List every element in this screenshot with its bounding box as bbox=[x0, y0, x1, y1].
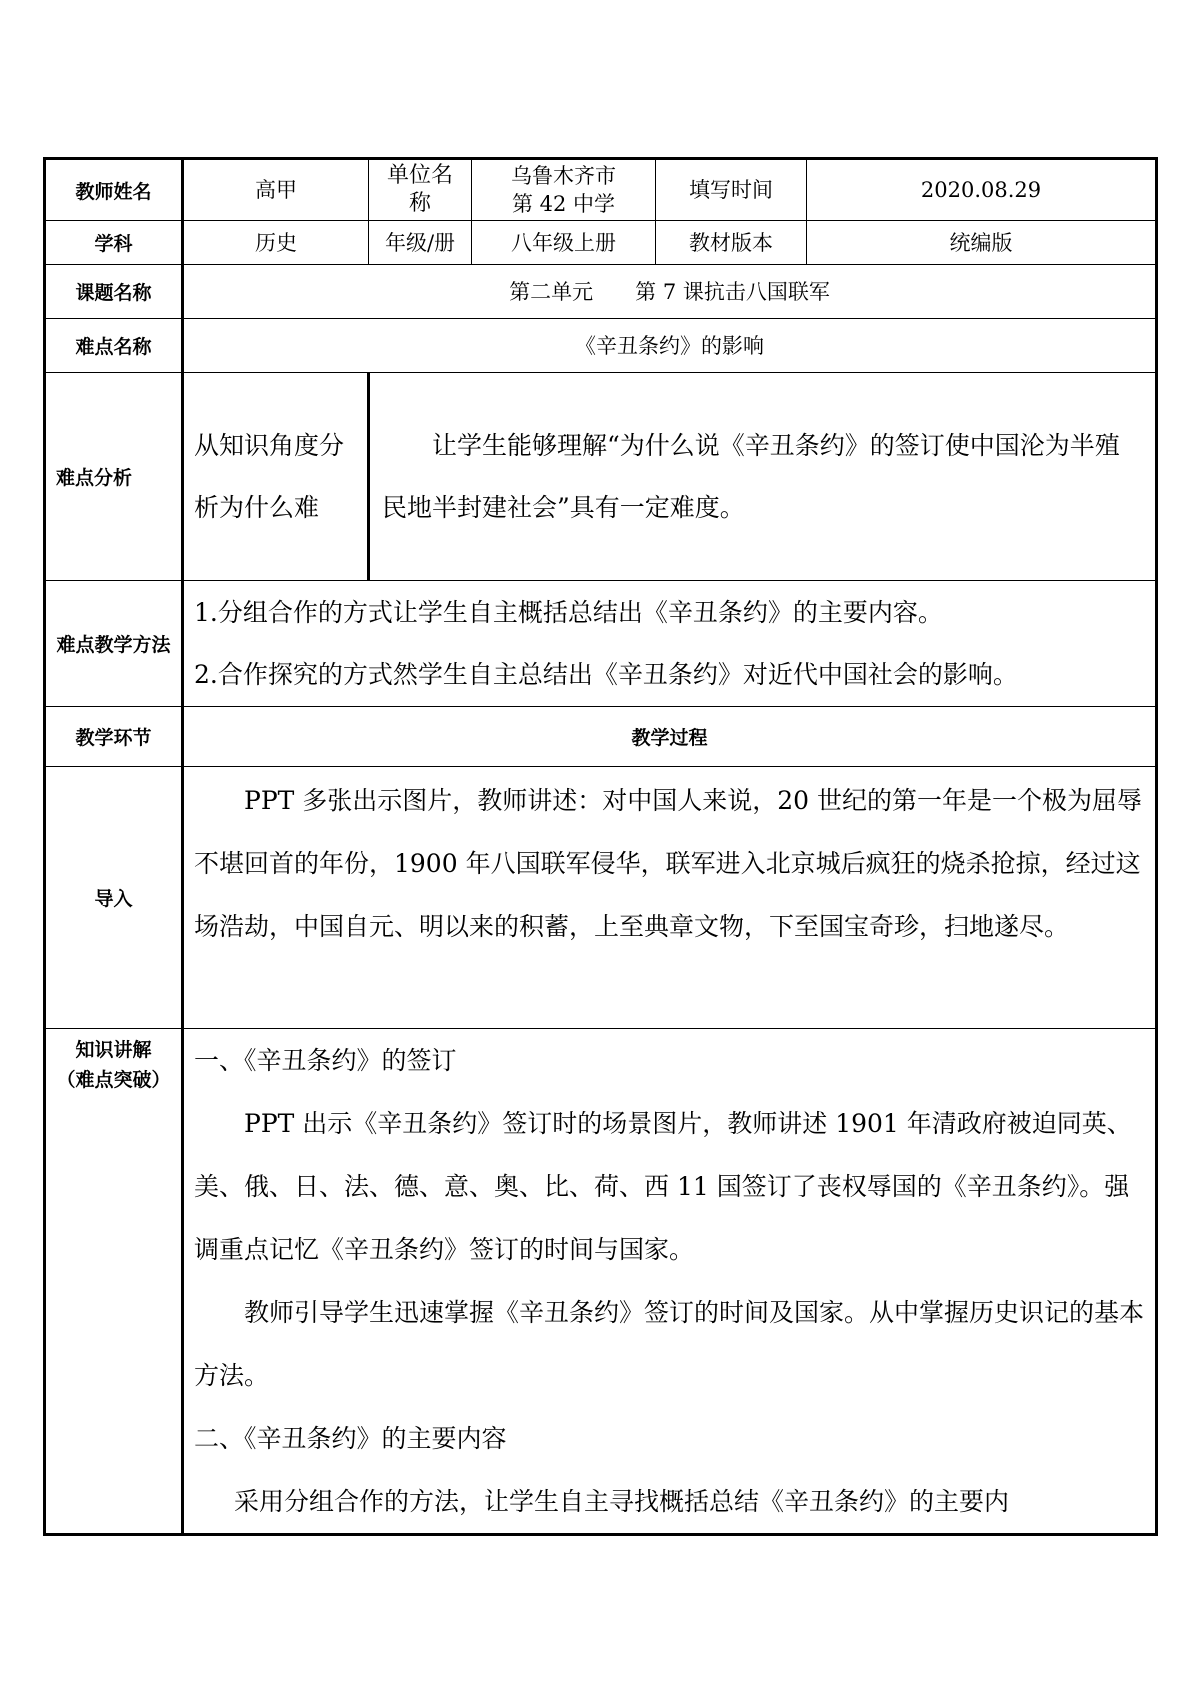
analysis-content: 让学生能够理解“为什么说《辛丑条约》的签订使中国沦为半殖民地半封建社会”具有一定难度。 bbox=[369, 373, 1157, 581]
knowledge-paragraph-1: PPT 出示《辛丑条约》签订时的场景图片，教师讲述 1901 年清政府被迫同英、美、俄、日、法、德、意、奥、比、荷、西 11 国签订了丧权辱国的《辛丑条约》。强调重点记忆《辛丑条约》签订的时间与国家。 bbox=[194, 1109, 1132, 1264]
method-label: 难点教学方法 bbox=[45, 581, 183, 707]
unit-name-label: 单位名称 bbox=[369, 159, 472, 221]
edition-value: 统编版 bbox=[807, 221, 1157, 265]
knowledge-content bbox=[183, 1029, 1157, 1535]
subject-row bbox=[45, 221, 1157, 265]
knowledge-label bbox=[45, 1029, 183, 1535]
method-row bbox=[45, 581, 1157, 707]
teacher-name-label: 教师姓名 bbox=[45, 159, 183, 221]
method-item-1: 1.分组合作的方式让学生自主概括总结出《辛丑条约》的主要内容。 bbox=[194, 597, 943, 627]
knowledge-paragraph-2: 教师引导学生迅速掌握《辛丑条约》签订的时间及国家。从中掌握历史识记的基本方法。 bbox=[194, 1298, 1145, 1390]
method-content bbox=[183, 581, 1157, 707]
edition-label: 教材版本 bbox=[656, 221, 807, 265]
grade-value: 八年级上册 bbox=[472, 221, 656, 265]
analysis-row bbox=[45, 373, 1157, 581]
knowledge-heading-2: 二、《辛丑条约》的主要内容 bbox=[194, 1424, 507, 1453]
topic-row bbox=[45, 265, 1157, 319]
fill-date-value: 2020.08.29 bbox=[807, 159, 1157, 221]
topic-label: 课题名称 bbox=[45, 265, 183, 319]
subject-value: 历史 bbox=[183, 221, 369, 265]
method-item-2: 2.合作探究的方式然学生自主总结出《辛丑条约》对近代中国社会的影响。 bbox=[194, 659, 1018, 689]
process-label: 教学过程 bbox=[183, 707, 1157, 767]
analysis-sub-label: 从知识角度分析为什么难 bbox=[183, 373, 369, 581]
lesson-plan-table bbox=[43, 157, 1158, 1536]
knowledge-heading-1: 一、《辛丑条约》的签订 bbox=[194, 1046, 457, 1075]
knowledge-paragraph-3: 采用分组合作的方法，让学生自主寻找概括总结《辛丑条约》的主要内 bbox=[234, 1487, 1010, 1516]
intro-row bbox=[45, 767, 1157, 1029]
unit-name-line2: 第 42 中学 bbox=[511, 192, 616, 216]
teacher-name-value: 高甲 bbox=[183, 159, 369, 221]
subject-label: 学科 bbox=[45, 221, 183, 265]
difficulty-label: 难点名称 bbox=[45, 319, 183, 373]
knowledge-label-line1: 知识讲解 bbox=[75, 1039, 152, 1061]
knowledge-label-line2: （难点突破） bbox=[56, 1069, 171, 1091]
process-step-label: 教学环节 bbox=[45, 707, 183, 767]
unit-name-line1: 乌鲁木齐市 bbox=[511, 164, 616, 188]
difficulty-value: 《辛丑条约》的影响 bbox=[183, 319, 1157, 373]
intro-label: 导入 bbox=[45, 767, 183, 1029]
header-row bbox=[45, 159, 1157, 221]
topic-value: 第二单元 第 7 课抗击八国联军 bbox=[183, 265, 1157, 319]
unit-name-value bbox=[472, 159, 656, 221]
process-header-row bbox=[45, 707, 1157, 767]
knowledge-row bbox=[45, 1029, 1157, 1535]
grade-label: 年级/册 bbox=[369, 221, 472, 265]
intro-content: PPT 多张出示图片，教师讲述：对中国人来说，20 世纪的第一年是一个极为屈辱不堪回首的年份，1900 年八国联军侵华，联军进入北京城后疯狂的烧杀抢掠，经过这场浩劫，中国自元、明以来的积蓄，上至典章文物，下至国宝奇珍，扫地遂尽。 bbox=[183, 767, 1157, 1029]
analysis-label: 难点分析 bbox=[45, 373, 183, 581]
difficulty-row bbox=[45, 319, 1157, 373]
fill-date-label: 填写时间 bbox=[656, 159, 807, 221]
